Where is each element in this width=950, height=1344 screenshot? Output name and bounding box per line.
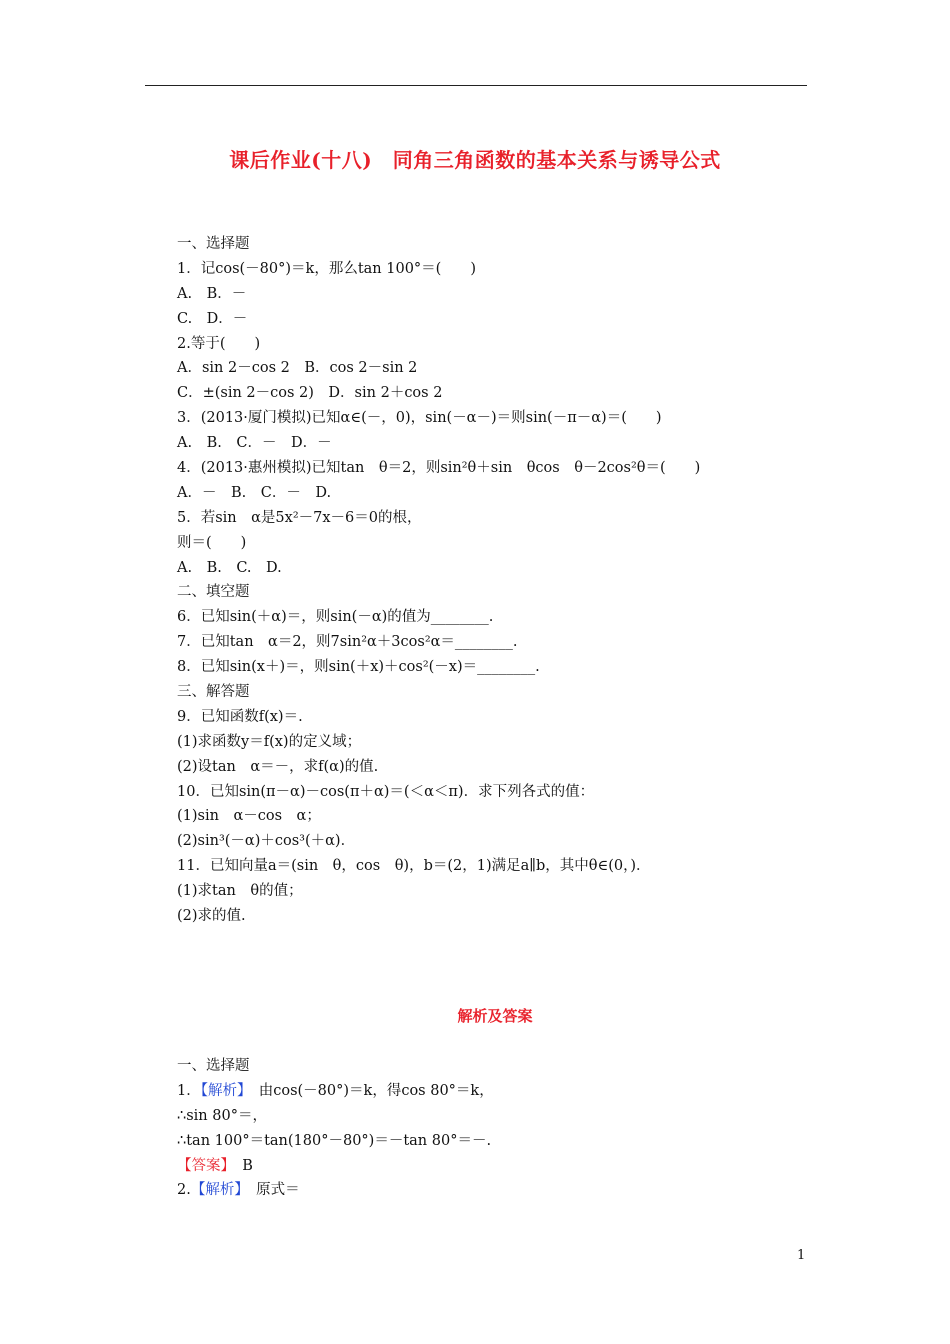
question-line: 一、选择题 <box>177 236 250 252</box>
question-line: 8．已知sin(x＋)＝，则sin(＋x)＋cos²(－x)＝________. <box>177 659 540 676</box>
page-title: 课后作业(十八) 同角三角函数的基本关系与诱导公式 <box>229 148 721 172</box>
answer-number: 2. <box>177 1182 191 1199</box>
answer-value: B <box>227 1157 253 1174</box>
answer-text: 原式＝ <box>241 1182 300 1199</box>
question-line: A. B. C．－ D．－ <box>177 435 332 452</box>
answer-line: ∴sin 80°＝， <box>177 1107 267 1124</box>
question-line: 9．已知函数f(x)＝. <box>177 708 303 725</box>
question-line: 4．(2013·惠州模拟)已知tan θ＝2，则sin²θ＋sin θcos θ－2cos²θ＝( ) <box>177 460 701 477</box>
answer-line <box>177 1178 494 1203</box>
page-number: 1 <box>797 1248 806 1263</box>
answer-tag: 【答案】 <box>177 1157 228 1174</box>
answers-section <box>177 1054 494 1203</box>
question-line: (2)sin³(－α)＋cos³(＋α)． <box>177 833 356 850</box>
question-line: 3．(2013·厦门模拟)已知α∈(－，0)，sin(－α－)＝则sin(－π－α)＝( ) <box>177 410 662 427</box>
answer-line: ∴tan 100°＝tan(180°－80°)＝－tan 80°＝－. <box>177 1132 492 1149</box>
answer-number: 1． <box>177 1082 201 1099</box>
answer-line <box>177 1154 494 1179</box>
question-line: 则＝( ) <box>177 534 247 551</box>
question-line: C．±(sin 2－cos 2) D．sin 2＋cos 2 <box>177 385 443 402</box>
question-line: (1)求tan θ的值； <box>177 883 303 900</box>
question-line: (2)求的值. <box>177 908 246 925</box>
answer-text: 由cos(－80°)＝k，得cos 80°＝k， <box>244 1082 494 1099</box>
question-line: (2)设tan α＝－，求f(α)的值. <box>177 758 379 775</box>
question-line: (1)求函数y＝f(x)的定义域； <box>177 733 362 750</box>
question-line: A. B．－ <box>177 285 247 302</box>
question-line: 二、填空题 <box>177 584 250 601</box>
question-line: A. B. C. D. <box>177 559 282 576</box>
question-list <box>177 232 700 929</box>
question-line: 7．已知tan α＝2，则7sin²α＋3cos²α＝________. <box>177 634 518 651</box>
header-rule <box>145 85 807 86</box>
question-line: 5．若sin α是5x²－7x－6＝0的根， <box>177 509 422 526</box>
question-line: A．sin 2－cos 2 B．cos 2－sin 2 <box>177 360 418 377</box>
analysis-tag: 【解析】 <box>190 1182 242 1199</box>
question-line: 1．记cos(－80°)＝k，那么tan 100°＝( ) <box>177 260 476 277</box>
question-line: 10．已知sin(π－α)－cos(π＋α)＝(＜α＜π)．求下列各式的值： <box>177 783 595 800</box>
question-line: (1)sin α－cos α； <box>177 808 321 825</box>
question-line: 三、解答题 <box>177 684 250 701</box>
question-line: C. D．－ <box>177 310 248 327</box>
analysis-tag: 【解析】 <box>200 1082 245 1099</box>
answer-line <box>177 1079 494 1104</box>
question-line: 11．已知向量a＝(sin θ，cos θ)，b＝(2，1)满足a∥b，其中θ∈(0，)． <box>177 858 651 875</box>
question-line: 2.等于( ) <box>177 335 261 352</box>
question-line: A．－ B. C．－ D. <box>177 484 332 501</box>
answers-section-heading: 一、选择题 <box>177 1058 250 1074</box>
question-line: 6．已知sin(＋α)＝，则sin(－α)的值为________. <box>177 609 494 626</box>
answers-title: 解析及答案 <box>457 1007 533 1025</box>
